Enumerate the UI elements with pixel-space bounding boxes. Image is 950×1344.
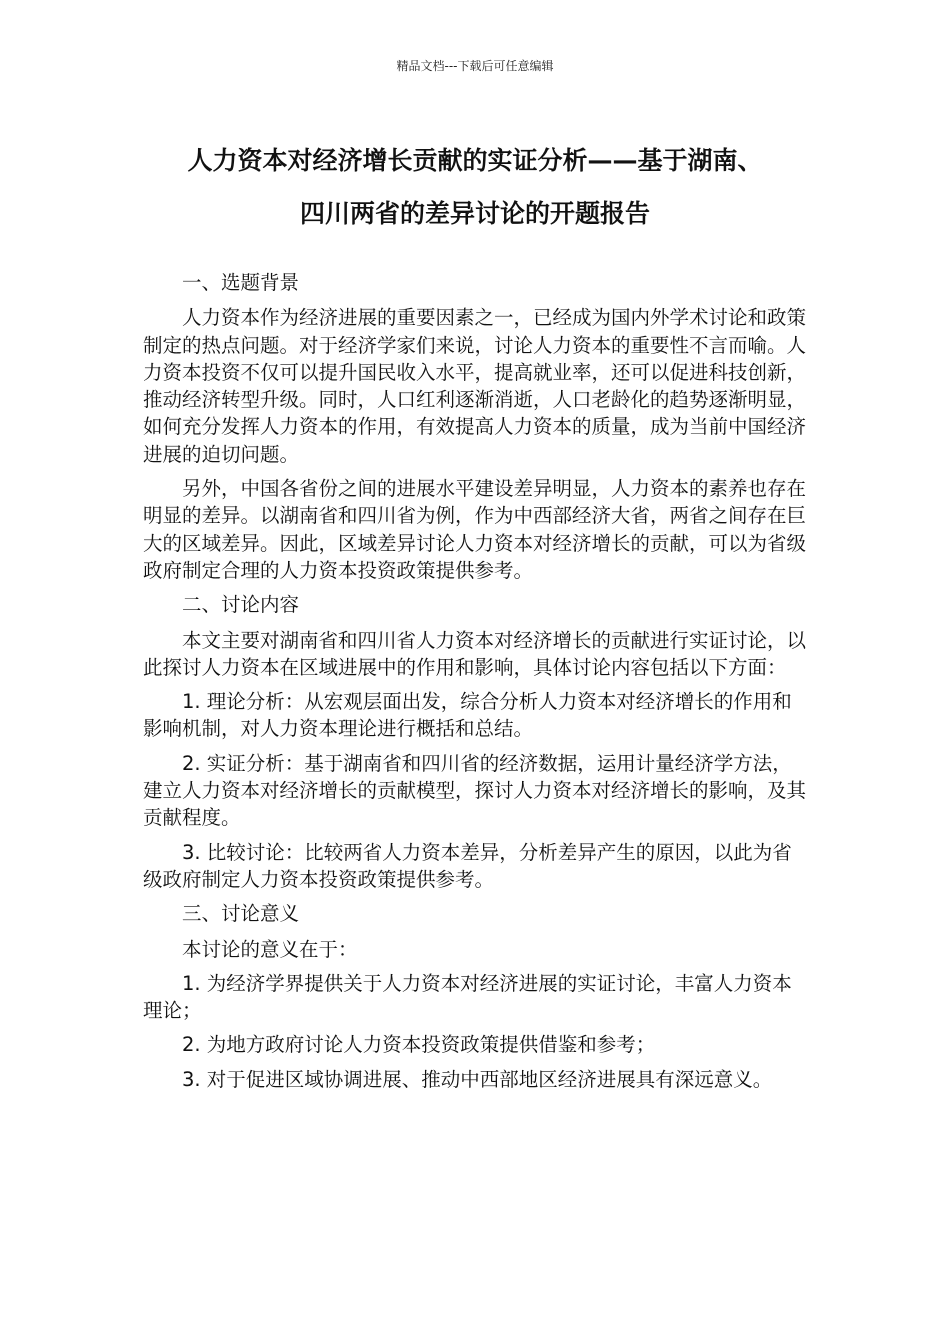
paragraph: 本讨论的意义在于： <box>182 937 358 961</box>
paragraph: 本文主要对湖南省和四川省人力资本对经济增长的贡献进行实证讨论，以此探讨人力资本在区域进展中的作用和影响，具体讨论内容包括以下方面： <box>143 628 807 679</box>
section-heading-background: 一、选题背景 <box>182 271 300 294</box>
document-body <box>143 269 811 1100</box>
page-header: 精品文档---下载后可任意编辑 <box>396 59 554 73</box>
list-item: 3. 对于促进区域协调进展、推动中西部地区经济进展具有深远意义。 <box>182 1067 773 1091</box>
list-item: 2. 为地方政府讨论人力资本投资政策提供借鉴和参考； <box>182 1033 656 1057</box>
paragraph: 另外，中国各省份之间的进展水平建设差异明显，人力资本的素养也存在明显的差异。以湖南省和四川省为例，作为中西部经济大省，两省之间存在巨大的区域差异。因此，区域差异讨论人力资本对经济增长的贡献，可以为省级政府制定合理的人力资本投资政策提供参考。 <box>143 477 807 582</box>
list-item: 3. 比较讨论：比较两省人力资本差异，分析差异产生的原因，以此为省级政府制定人力资本投资政策提供参考。 <box>143 840 792 891</box>
document-title-line-1: 人力资本对经济增长贡献的实证分析——基于湖南、 <box>187 146 763 175</box>
list-item: 2. 实证分析：基于湖南省和四川省的经济数据，运用计量经济学方法，建立人力资本对经济增长的贡献模型，探讨人力资本对经济增长的影响，及其贡献程度。 <box>143 751 807 830</box>
section-heading-significance: 三、讨论意义 <box>182 902 300 926</box>
list-item: 1. 为经济学界提供关于人力资本对经济进展的实证讨论，丰富人力资本理论； <box>143 971 792 1023</box>
document-title-line-2: 四川两省的差异讨论的开题报告 <box>299 199 650 228</box>
list-item: 1. 理论分析：从宏观层面出发，综合分析人力资本对经济增长的作用和影响机制，对人力资本理论进行概括和总结。 <box>143 690 792 741</box>
paragraph: 人力资本作为经济进展的重要因素之一，已经成为国内外学术讨论和政策制定的热点问题。对于经济学家们来说，讨论人力资本的重要性不言而喻。人力资本投资不仅可以提升国民收入水平，提高就业率，还可以促进科技创新，推动经济转型升级。同时，人口红利逐渐消逝，人口老龄化的趋势逐渐明显，如何充分发挥人力资本的作用，有效提高人力资本的质量，成为当前中国经济进展的迫切问题。 <box>143 306 807 466</box>
section-heading-content: 二、讨论内容 <box>182 593 300 617</box>
